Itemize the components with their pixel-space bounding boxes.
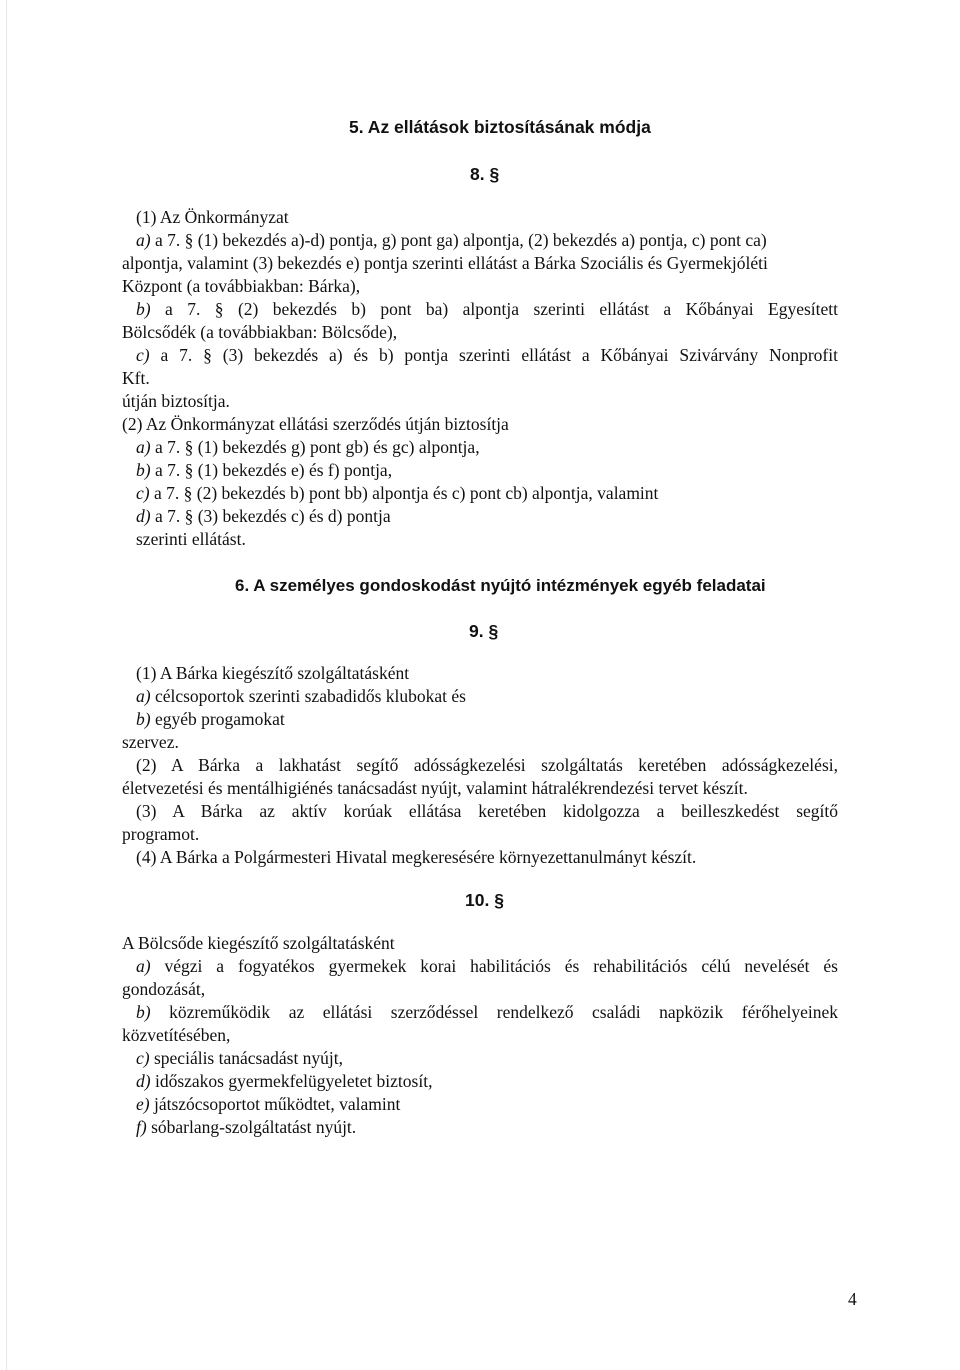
p1-a: a) célcsoportok szerinti szabadidős klubokat és [136, 686, 466, 706]
s1-close: útján biztosítja. [122, 391, 230, 411]
s2-close: szerinti ellátást. [136, 529, 246, 549]
p10-b-line2: közvetítésében, [122, 1025, 231, 1045]
p1-b: b) egyéb progamokat [136, 709, 285, 729]
p10-intro: A Bölcsőde kiegészítő szolgáltatásként [122, 933, 395, 953]
item-label: b) [136, 709, 151, 729]
item-label: c) [136, 345, 150, 365]
item-label: b) [136, 1002, 151, 1022]
item-label: a) [136, 230, 151, 250]
scan-edge-line [6, 0, 7, 1370]
p10-c: c) speciális tanácsadást nyújt, [136, 1048, 344, 1068]
paragraph-8-heading: 8. § [470, 164, 500, 184]
s2-b: b) a 7. § (1) bekezdés e) és f) pontja, [136, 460, 393, 480]
p10-b-line1: b) közreműködik az ellátási szerződéssel rendelkező családi napközik férőhelyeinek [136, 1002, 838, 1022]
section-5-title: 5. Az ellátások biztosításának módja [349, 117, 651, 137]
s1-b-line2: Bölcsődék (a továbbiakban: Bölcsőde), [122, 322, 398, 342]
s2-a: a) a 7. § (1) bekezdés g) pont gb) és gc) alpontja, [136, 437, 480, 457]
s2-intro: (2) Az Önkormányzat ellátási szerződés útján biztosítja [122, 414, 509, 434]
s1-b-line1: b) a 7. § (2) bekezdés b) pont ba) alpontja szerinti ellátást a Kőbányai Egyesített [136, 299, 839, 319]
p10-f: f) sóbarlang-szolgáltatást nyújt. [136, 1117, 357, 1137]
p4: (4) A Bárka a Polgármesteri Hivatal megkeresésére környezettanulmányt készít. [136, 847, 697, 867]
s1-c-line2: Kft. [122, 368, 150, 388]
item-label: a) [136, 956, 151, 976]
page-number: 4 [848, 1289, 857, 1309]
item-label: c) [136, 483, 150, 503]
item-label: b) [136, 299, 151, 319]
s1-a-line1: a) a 7. § (1) bekezdés a)-d) pontja, g) pont ga) alpontja, (2) bekezdés a) pontja, c) pont ca) [136, 230, 767, 250]
item-label: d) [136, 1071, 151, 1091]
p2-line2: életvezetési és mentálhigiénés tanácsadást nyújt, valamint hátralékrendezési tervet készít. [122, 778, 748, 798]
p10-a-line2: gondozását, [122, 979, 206, 999]
p1-close: szervez. [122, 732, 179, 752]
s1-a-line2: alpontja, valamint (3) bekezdés e) pontja szerinti ellátást a Bárka Szociális és Gyermekjóléti [122, 253, 768, 273]
p3-line1: (3) A Bárka az aktív korúak ellátása keretében kidolgozza a beilleszkedést segítő [136, 801, 838, 821]
item-label: d) [136, 506, 151, 526]
p1-intro: (1) A Bárka kiegészítő szolgáltatásként [136, 663, 410, 683]
p10-e: e) játszócsoportot működtet, valamint [136, 1094, 401, 1114]
item-label: b) [136, 460, 151, 480]
p2-line1: (2) A Bárka a lakhatást segítő adósságkezelési szolgáltatás keretében adósságkezelési, [136, 755, 838, 775]
paragraph-9-heading: 9. § [469, 621, 499, 641]
paragraph-10-heading: 10. § [465, 890, 504, 910]
s1-intro: (1) Az Önkormányzat [136, 207, 289, 227]
item-label: c) [136, 1048, 150, 1068]
s1-a-line3: Központ (a továbbiakban: Bárka), [122, 276, 361, 296]
item-label: f) [136, 1117, 147, 1137]
item-label: a) [136, 437, 151, 457]
item-label: e) [136, 1094, 150, 1114]
p3-line2: programot. [122, 824, 200, 844]
s2-c: c) a 7. § (2) bekezdés b) pont bb) alpontja és c) pont cb) alpontja, valamint [136, 483, 659, 503]
p10-a-line1: a) végzi a fogyatékos gyermekek korai habilitációs és rehabilitációs célú nevelését és [136, 956, 838, 976]
section-6-title: 6. A személyes gondoskodást nyújtó intézmények egyéb feladatai [235, 576, 766, 595]
s2-d: d) a 7. § (3) bekezdés c) és d) pontja [136, 506, 391, 526]
item-label: a) [136, 686, 151, 706]
s1-c-line1: c) a 7. § (3) bekezdés a) és b) pontja szerinti ellátást a Kőbányai Szivárvány Nonprofit [136, 345, 838, 365]
p10-d: d) időszakos gyermekfelügyeletet biztosít, [136, 1071, 433, 1091]
